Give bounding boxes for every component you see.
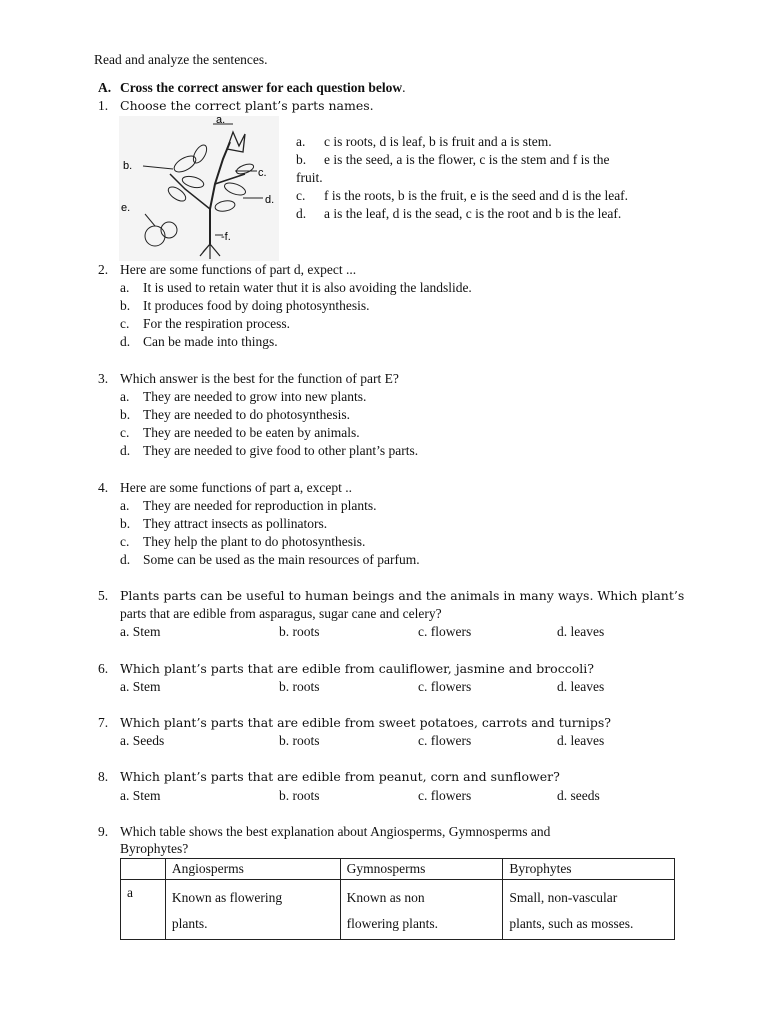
option-letter: d. [120, 334, 131, 349]
choice-d: d. leaves [557, 733, 605, 748]
option-text: They are needed to do photosynthesis. [143, 407, 350, 422]
table-row [121, 880, 675, 940]
table-header-cell: Angiosperms [165, 859, 340, 880]
option-text: f is the roots, b is the fruit, e is the seed and d is the leaf. [324, 188, 629, 203]
question-number: 1. [98, 98, 109, 113]
section-title: Cross the correct answer for each question below [120, 80, 403, 95]
option-text: Some can be used as the main resources of parfum. [143, 552, 420, 567]
option-letter: d. [120, 552, 131, 567]
option-letter: b. [120, 407, 131, 422]
question-number: 2. [98, 262, 109, 277]
question-text: Here are some functions of part d, expect ... [120, 262, 357, 277]
cell-line: Known as flowering [171, 890, 283, 905]
choice-b: b. roots [279, 788, 320, 803]
section-heading [120, 80, 405, 96]
option-text: a is the leaf, d is the sead, c is the root and b is the leaf. [324, 206, 622, 221]
diagram-label-f: -f. [221, 231, 231, 243]
option-letter: c. [120, 534, 130, 549]
question-number: 3. [98, 371, 109, 386]
option-letter: c. [120, 425, 130, 440]
section-period: . [402, 80, 406, 95]
choice-a: a. Stem [120, 788, 161, 803]
option-text: They are needed to be eaten by animals. [143, 425, 360, 440]
question-number: 9. [98, 824, 109, 839]
choice-d: d. leaves [557, 624, 605, 639]
option-letter: d. [296, 206, 307, 221]
option-text: For the respiration process. [143, 316, 290, 331]
cell-line: flowering plants. [346, 916, 439, 931]
choice-c: c. flowers [418, 788, 472, 803]
option-letter: d. [120, 443, 131, 458]
diagram-label-e: e. [121, 202, 131, 214]
question-text: Which answer is the best for the function of part E? [120, 371, 399, 386]
choice-c: c. flowers [418, 733, 472, 748]
cell-line: plants, such as mosses. [509, 916, 634, 931]
plant-diagram [115, 114, 285, 264]
choice-a: a. Stem [120, 679, 161, 694]
question-number: 4. [98, 480, 109, 495]
question-text: Choose the correct plant’s parts names. [120, 98, 374, 113]
question-text: Here are some functions of part a, except .. [120, 480, 353, 495]
option-letter: b. [296, 152, 307, 167]
cell-line: Known as non [346, 890, 425, 905]
option-text: They are needed to grow into new plants. [143, 389, 367, 404]
diagram-label-d: d. [265, 194, 275, 206]
table-header-cell [121, 859, 166, 880]
diagram-label-a: a. [216, 114, 226, 126]
choice-c: c. flowers [418, 679, 472, 694]
question-text: Which table shows the best explanation about Angiosperms, Gymnosperms and [120, 824, 551, 839]
table-cell [503, 880, 675, 940]
option-text: They are needed for reproduction in plants. [143, 498, 377, 513]
choice-b: b. roots [279, 624, 320, 639]
choice-a: a. Stem [120, 624, 161, 639]
table-header-row [121, 859, 675, 880]
option-letter: c. [296, 188, 306, 203]
question-text: Plants parts can be useful to human beings and the animals in many ways. Which plant’s [120, 588, 685, 603]
question-number: 6. [98, 661, 109, 676]
option-text: It produces food by doing photosynthesis. [143, 298, 370, 313]
option-letter: c. [120, 316, 130, 331]
table-cell [340, 880, 503, 940]
option-text: Can be made into things. [143, 334, 278, 349]
diagram-label-b: b. [123, 160, 133, 172]
diagram-background [119, 116, 279, 261]
cell-line: Small, non-vascular [509, 890, 618, 905]
option-letter: a. [120, 280, 130, 295]
choice-b: b. roots [279, 733, 320, 748]
option-letter: a. [296, 134, 306, 149]
section-letter: A. [98, 80, 112, 95]
choice-a: a. Seeds [120, 733, 165, 748]
table-header-cell: Gymnosperms [340, 859, 503, 880]
question-text-continued: Byrophytes? [120, 841, 189, 856]
option-text: c is roots, d is leaf, b is fruit and a is stem. [324, 134, 552, 149]
option-text-continued: fruit. [296, 170, 323, 185]
question-number: 5. [98, 588, 109, 603]
choice-d: d. seeds [557, 788, 600, 803]
option-letter: a. [120, 389, 130, 404]
cell-line: plants. [171, 916, 208, 931]
choice-b: b. roots [279, 679, 320, 694]
option-letter: a. [120, 498, 130, 513]
option-text: They attract insects as pollinators. [143, 516, 328, 531]
instructions: Read and analyze the sentences. [94, 52, 268, 67]
option-letter: b. [120, 516, 131, 531]
question-text-continued: parts that are edible from asparagus, sugar cane and celery? [120, 606, 442, 621]
option-text: They help the plant to do photosynthesis. [143, 534, 366, 549]
diagram-label-c: c. [258, 167, 267, 179]
question-text: Which plant’s parts that are edible from peanut, corn and sunflower? [120, 769, 560, 784]
choice-d: d. leaves [557, 679, 605, 694]
option-letter: b. [120, 298, 131, 313]
option-text: e is the seed, a is the flower, c is the stem and f is the [324, 152, 610, 167]
question-text: Which plant’s parts that are edible from cauliflower, jasmine and broccoli? [120, 661, 594, 676]
table-cell [165, 880, 340, 940]
question-text: Which plant’s parts that are edible from sweet potatoes, carrots and turnips? [120, 715, 611, 730]
comparison-table [120, 858, 675, 940]
row-label: a [121, 880, 166, 940]
choice-c: c. flowers [418, 624, 472, 639]
question-number: 8. [98, 769, 109, 784]
option-text: They are needed to give food to other plant’s parts. [143, 443, 419, 458]
option-text: It is used to retain water thut it is also avoiding the landslide. [143, 280, 472, 295]
table-header-cell: Byrophytes [503, 859, 675, 880]
question-number: 7. [98, 715, 109, 730]
